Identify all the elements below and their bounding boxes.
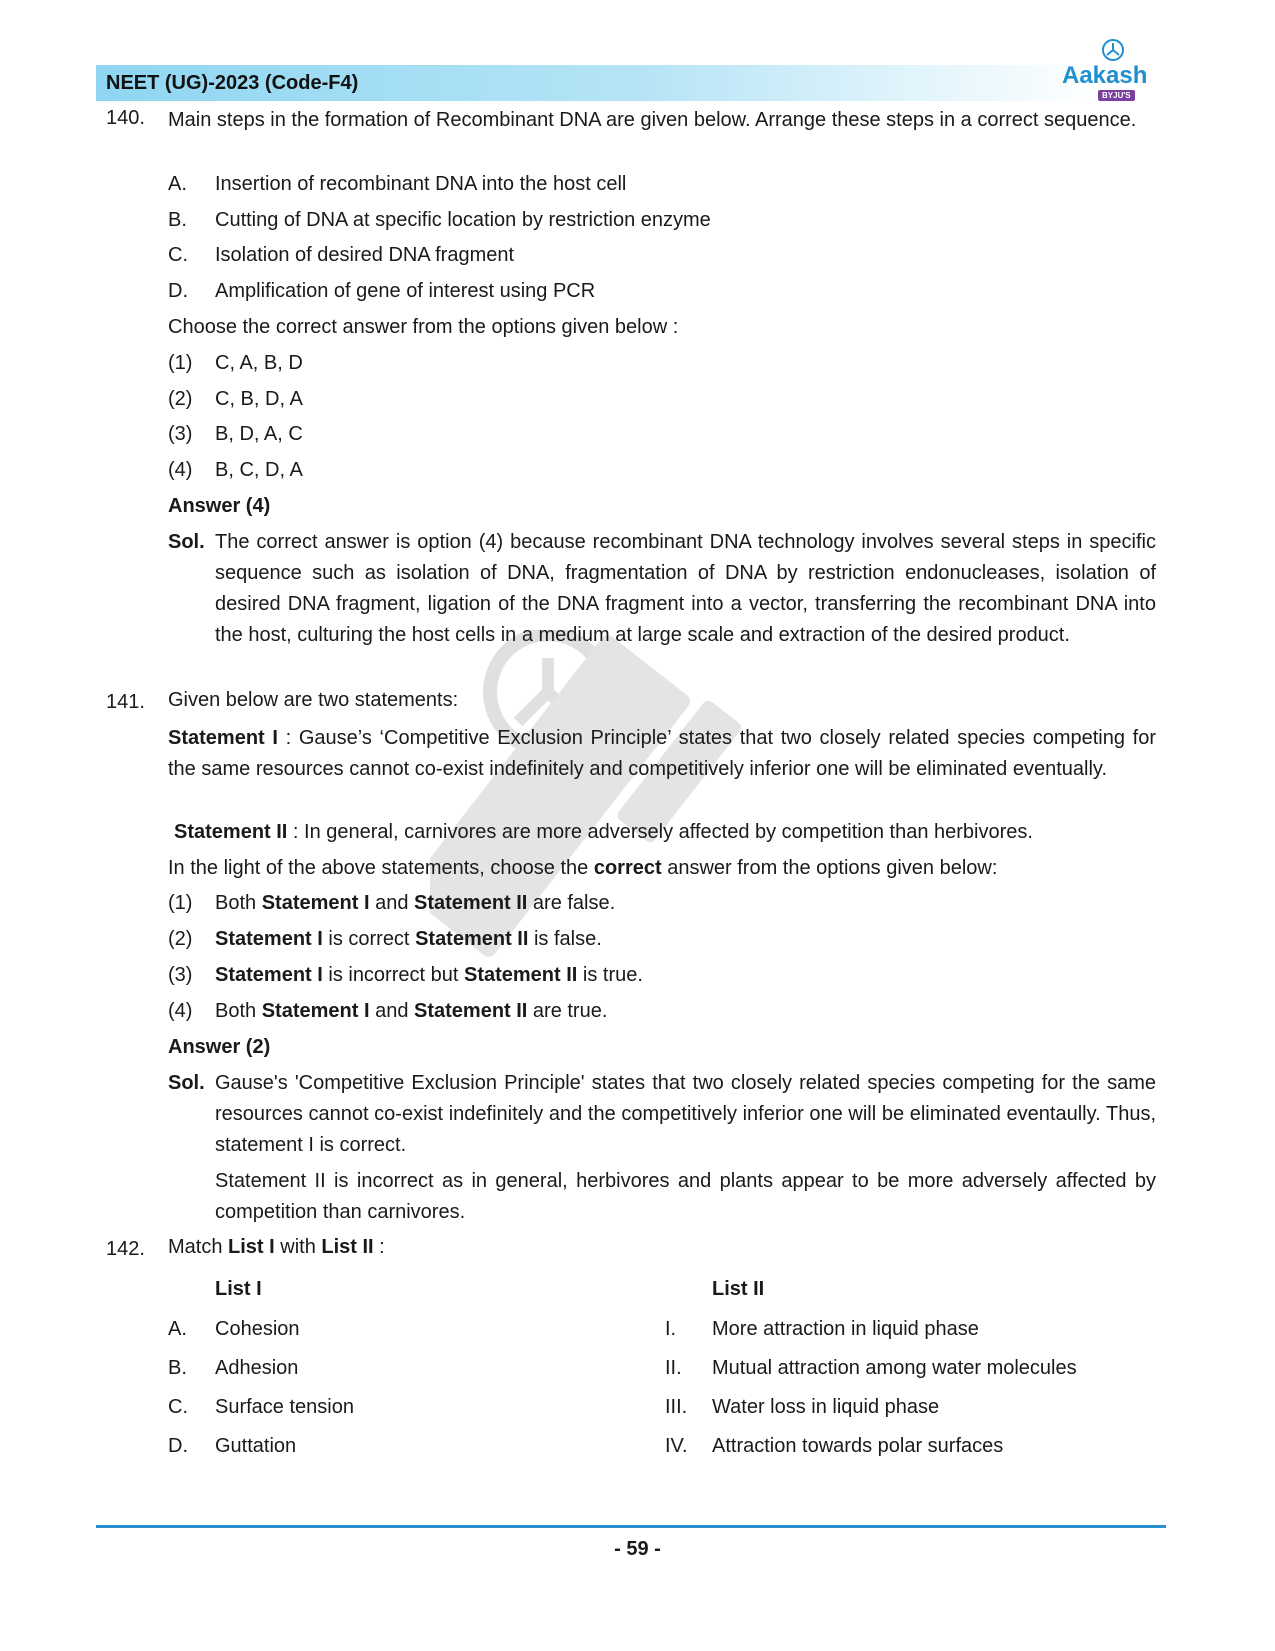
logo-word: Aakash [1062,62,1148,89]
list-item: C. Surface tension [168,1396,354,1418]
option-text: C, A, B, D [215,352,303,374]
list-item: B. Adhesion [168,1357,299,1379]
question-number: 140. [106,107,145,129]
question-prompt: Choose the correct answer from the options given below : [168,316,679,338]
question-prompt: In the light of the above statements, choose the correct answer from the options given below: [168,857,998,879]
solution-label: Sol. [168,1072,205,1094]
list-item: IV. Attraction towards polar surfaces [665,1435,1004,1457]
statement-label: Statement II [174,821,288,843]
option-label: (1) [168,352,193,374]
statement-1 [168,723,1156,785]
item-label: D. [168,280,188,302]
option-label: (1) [168,892,193,914]
question-number: 142. [106,1238,145,1260]
option-text: B, D, A, C [215,423,303,445]
option [168,423,303,446]
logo-icon [1100,38,1126,62]
list-item: III. Water loss in liquid phase [665,1396,940,1418]
item-label: A. [168,173,187,195]
option-label: (3) [168,423,193,445]
list-item [168,209,711,232]
aakash-logo [1060,38,1170,104]
question-stem: Main steps in the formation of Recombinant DNA are given below. Arrange these steps in a correct sequence. [168,109,1137,131]
solution-text: Gause's 'Competitive Exclusion Principle' states that two closely related species competing for the same resources cannot co-exist indefinitely and the competitively inferior one will be eliminated eventaully. Thus, statement I is correct. [215,1072,1156,1156]
answer-label: Answer (2) [168,1036,271,1058]
logo-sub: BYJU'S [1098,90,1135,101]
option: (4) Both Statement I and Statement II are true. [168,1000,608,1022]
option-label: (2) [168,388,193,410]
option-label: (4) [168,1000,193,1022]
item-text: Insertion of recombinant DNA into the host cell [215,173,627,195]
statement-label: Statement I [168,727,278,749]
item-text: Isolation of desired DNA fragment [215,244,515,266]
item-label: B. [168,209,187,231]
question-stem: Given below are two statements: [168,689,459,711]
list1-header: List I [215,1278,262,1300]
option: (2) Statement I is correct Statement II is false. [168,928,602,950]
list-item: D. Guttation [168,1435,297,1457]
item-text: Amplification of gene of interest using PCR [215,280,596,302]
list-item [168,173,626,196]
list-item: II. Mutual attraction among water molecules [665,1357,1077,1379]
option [168,459,303,482]
question-stem: Match List I with List II : [168,1236,385,1258]
solution [168,1068,1156,1228]
list-item: I. More attraction in liquid phase [665,1318,979,1340]
option [168,388,303,411]
statement-text: : Gause’s ‘Competitive Exclusion Principle’ states that two closely related species competing for the same resources cannot co-exist indefinitely and competitively inferior one will be eliminated eventually. [168,727,1156,780]
page-title: NEET (UG)-2023 (Code-F4) [106,72,359,94]
question-number: 141. [106,691,145,713]
option-label: (3) [168,964,193,986]
solution-label: Sol. [168,531,205,553]
option-label: (4) [168,459,193,481]
list-item [168,244,514,267]
option-text: B, C, D, A [215,459,303,481]
item-label: C. [168,244,188,266]
page-number: - 59 - [614,1538,661,1560]
list-item [168,280,595,303]
option [168,352,303,375]
option: (3) Statement I is incorrect but Statement II is true. [168,964,643,986]
solution [168,527,1156,651]
item-text: Cutting of DNA at specific location by restriction enzyme [215,209,711,231]
solution-text: Statement II is incorrect as in general, herbivores and plants appear to be more adversely affected by competition than carnivores. [215,1170,1156,1223]
list-item: A. Cohesion [168,1318,300,1340]
answer-label: Answer (4) [168,495,271,517]
option-text: C, B, D, A [215,388,303,410]
option: (1) Both Statement I and Statement II are false. [168,892,616,914]
footer-divider [96,1525,1166,1528]
solution-text: The correct answer is option (4) because recombinant DNA technology involves several steps in specific sequence such as isolation of DNA, fragmentation of DNA by restriction endonucleases, isolation of desired DNA fragment, ligation of the DNA fragment into a vector, transferring the recombinant DNA into the host, culturing the host cells in a medium at large scale and extraction of the desired product. [215,531,1156,646]
statement-2 [174,821,1033,844]
statement-text: : In general, carnivores are more adversely affected by competition than herbivores. [287,821,1033,843]
header-bar [96,65,1096,101]
option-label: (2) [168,928,193,950]
list2-header: List II [712,1278,765,1300]
